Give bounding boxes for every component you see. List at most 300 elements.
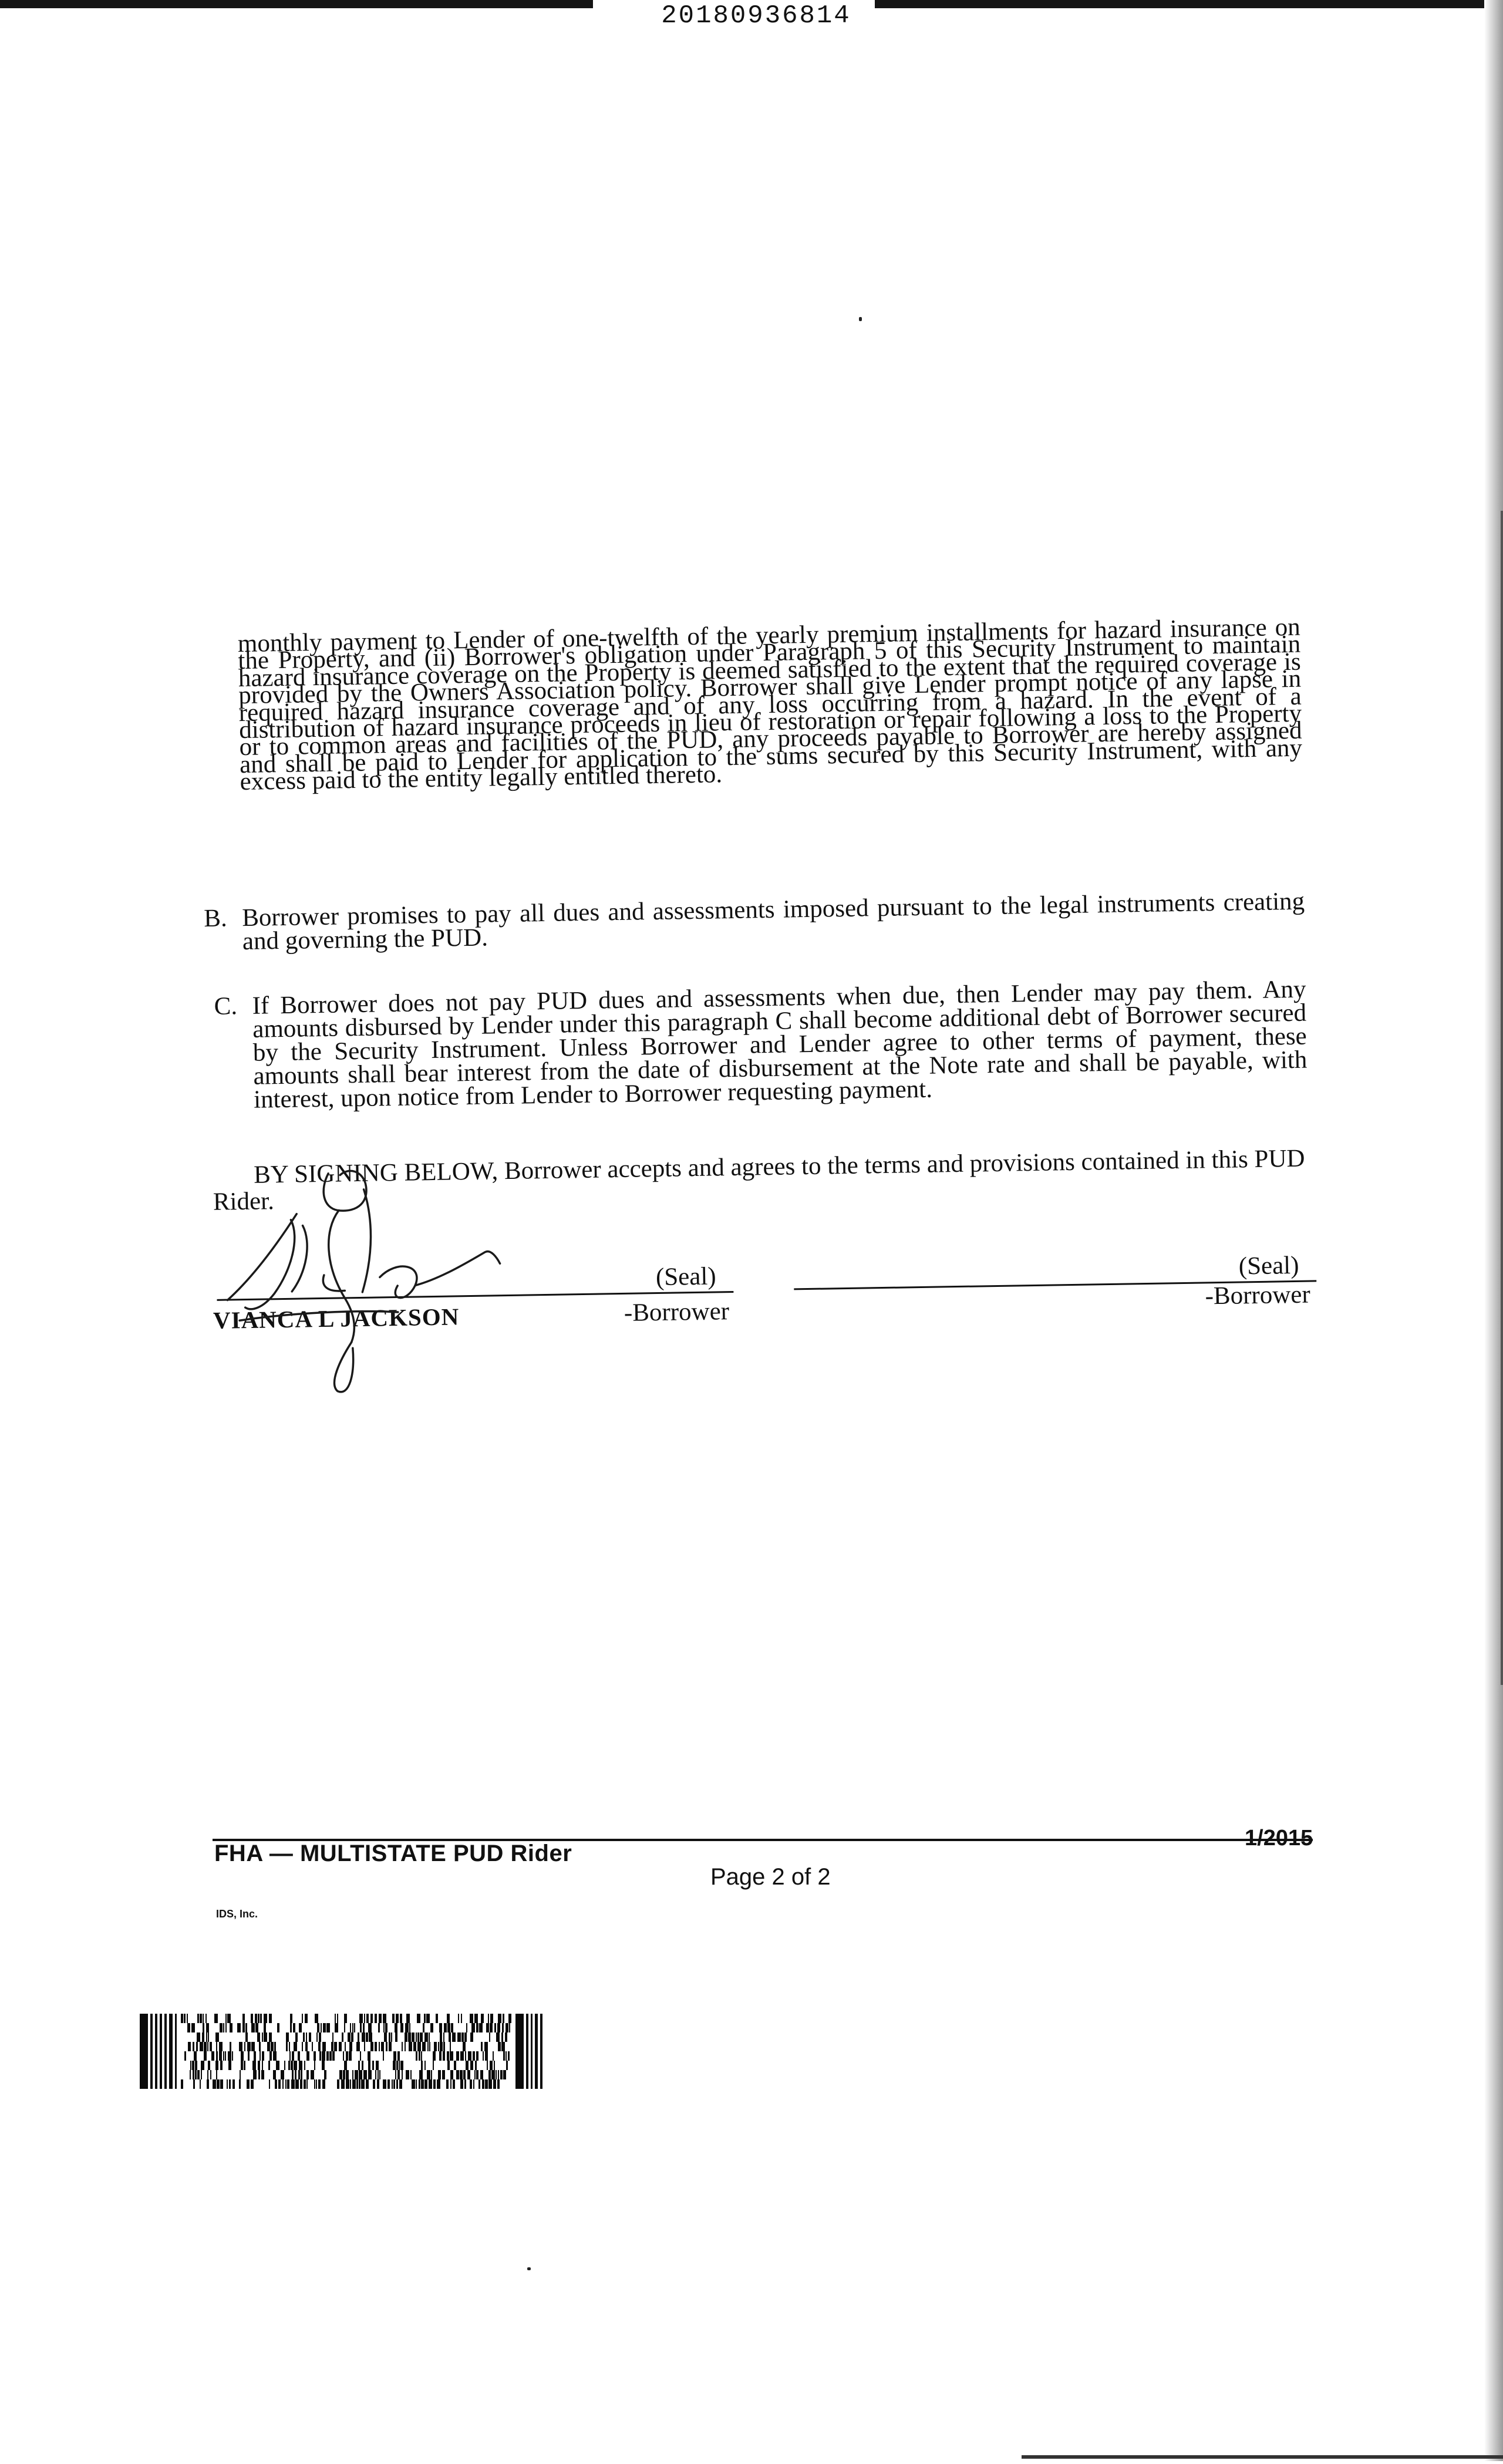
barcode-module bbox=[190, 2070, 191, 2079]
barcode-module bbox=[368, 2051, 370, 2061]
barcode-module bbox=[531, 2014, 533, 2089]
pdf417-barcode bbox=[140, 2014, 545, 2089]
barcode-module bbox=[337, 2014, 338, 2023]
barcode-module bbox=[430, 2023, 433, 2032]
barcode-module bbox=[508, 2051, 510, 2061]
barcode-module bbox=[150, 2014, 153, 2089]
barcode-module bbox=[467, 2070, 470, 2079]
barcode-module bbox=[251, 2042, 255, 2051]
barcode-module bbox=[303, 2032, 305, 2042]
barcode-module bbox=[434, 2042, 437, 2051]
barcode-module bbox=[378, 2070, 379, 2079]
barcode-module bbox=[259, 2042, 261, 2051]
barcode-module bbox=[490, 2014, 493, 2023]
barcode-module bbox=[195, 2061, 197, 2070]
barcode-module bbox=[370, 2042, 373, 2051]
barcode-module bbox=[232, 2079, 235, 2089]
barcode-module bbox=[465, 2051, 466, 2061]
barcode-module bbox=[293, 2023, 295, 2032]
barcode-module bbox=[334, 2042, 337, 2051]
barcode-module bbox=[304, 2061, 305, 2070]
barcode-module bbox=[375, 2042, 377, 2051]
barcode-module bbox=[376, 2061, 379, 2070]
barcode-module bbox=[274, 2042, 276, 2051]
barcode-module bbox=[460, 2070, 463, 2079]
barcode-module bbox=[216, 2042, 217, 2051]
barcode-module bbox=[383, 2079, 386, 2089]
barcode-module bbox=[281, 2070, 284, 2079]
barcode-module bbox=[203, 2014, 204, 2023]
barcode-module bbox=[184, 2051, 186, 2061]
barcode-module bbox=[505, 2032, 507, 2042]
barcode-module bbox=[239, 2079, 241, 2089]
barcode-module bbox=[480, 2070, 483, 2079]
barcode-module bbox=[368, 2023, 372, 2032]
barcode-module bbox=[277, 2023, 279, 2032]
barcode-module bbox=[460, 2079, 463, 2089]
barcode-module bbox=[395, 2032, 397, 2042]
barcode-module bbox=[324, 2070, 326, 2079]
barcode-module bbox=[372, 2061, 374, 2070]
barcode-module bbox=[290, 2023, 292, 2032]
barcode-module bbox=[494, 2061, 495, 2070]
barcode-module bbox=[419, 2070, 423, 2079]
barcode-module bbox=[289, 2042, 290, 2051]
barcode-module bbox=[294, 2061, 297, 2070]
barcode-module bbox=[220, 2079, 223, 2089]
barcode-module bbox=[207, 2079, 209, 2089]
barcode-module bbox=[360, 2023, 362, 2032]
barcode-module bbox=[241, 2061, 243, 2070]
barcode-module bbox=[405, 2042, 406, 2051]
barcode-module bbox=[396, 2014, 399, 2023]
barcode-module bbox=[427, 2070, 430, 2079]
barcode-module bbox=[335, 2023, 338, 2032]
barcode-module bbox=[485, 2051, 488, 2061]
barcode-module bbox=[344, 2023, 345, 2032]
barcode-module bbox=[216, 2051, 218, 2061]
barcode-module bbox=[257, 2032, 260, 2042]
barcode-module bbox=[486, 2023, 489, 2032]
barcode-module bbox=[377, 2079, 379, 2089]
barcode-module bbox=[358, 2032, 359, 2042]
barcode-module bbox=[488, 2014, 489, 2023]
barcode-module bbox=[331, 2042, 333, 2051]
barcode-module bbox=[219, 2051, 222, 2061]
barcode-module bbox=[385, 2023, 387, 2032]
barcode-module bbox=[232, 2051, 233, 2061]
barcode-module bbox=[160, 2014, 162, 2089]
barcode-module bbox=[379, 2042, 380, 2051]
barcode-module bbox=[506, 2051, 507, 2061]
barcode-module bbox=[322, 2079, 325, 2089]
barcode-module bbox=[360, 2051, 361, 2061]
barcode-module bbox=[300, 2079, 302, 2089]
barcode-module bbox=[493, 2079, 496, 2089]
barcode-module bbox=[264, 2014, 267, 2023]
barcode-module bbox=[200, 2042, 203, 2051]
barcode-module bbox=[364, 2042, 365, 2051]
barcode-module bbox=[273, 2070, 276, 2079]
barcode-module bbox=[211, 2051, 214, 2061]
barcode-module bbox=[461, 2014, 462, 2023]
barcode-module bbox=[466, 2023, 467, 2032]
barcode-module bbox=[366, 2079, 369, 2089]
barcode-module bbox=[215, 2032, 219, 2042]
barcode-module bbox=[335, 2014, 336, 2023]
barcode-module bbox=[482, 2079, 484, 2089]
barcode-module bbox=[311, 2070, 314, 2079]
barcode-module bbox=[306, 2070, 309, 2079]
barcode-module bbox=[496, 2032, 500, 2042]
barcode-module bbox=[392, 2014, 395, 2023]
barcode-module bbox=[481, 2014, 484, 2023]
barcode-module bbox=[258, 2070, 260, 2079]
barcode-module bbox=[269, 2079, 270, 2089]
list-item-b bbox=[203, 887, 1305, 956]
handwritten-signature bbox=[202, 1162, 616, 1397]
barcode-module bbox=[294, 2042, 297, 2051]
barcode-module bbox=[282, 2079, 284, 2089]
borrower-role-label: -Borrower bbox=[1205, 1280, 1311, 1310]
barcode-module bbox=[416, 2051, 417, 2061]
barcode-module bbox=[244, 2042, 245, 2051]
barcode-module bbox=[289, 2051, 291, 2061]
barcode-module bbox=[424, 2061, 426, 2070]
barcode-module bbox=[352, 2070, 353, 2079]
barcode-module bbox=[305, 2014, 308, 2023]
barcode-module bbox=[406, 2070, 409, 2079]
barcode-module bbox=[267, 2042, 270, 2051]
barcode-module bbox=[437, 2079, 440, 2089]
barcode-module bbox=[292, 2051, 294, 2061]
barcode-module bbox=[421, 2051, 422, 2061]
barcode-module bbox=[214, 2014, 218, 2023]
barcode-module bbox=[252, 2061, 256, 2070]
barcode-module bbox=[424, 2032, 428, 2042]
barcode-module bbox=[440, 2032, 442, 2042]
form-date: 1/2015 bbox=[1245, 1826, 1313, 1850]
list-item-c bbox=[214, 975, 1307, 1114]
barcode-module bbox=[416, 2032, 417, 2042]
barcode-module bbox=[387, 2079, 390, 2089]
barcode-module bbox=[314, 2051, 316, 2061]
barcode-module bbox=[354, 2023, 355, 2032]
barcode-module bbox=[485, 2079, 488, 2089]
barcode-module bbox=[192, 2061, 194, 2070]
barcode-module bbox=[350, 2079, 351, 2089]
barcode-module bbox=[219, 2042, 223, 2051]
barcode-module bbox=[389, 2042, 392, 2051]
barcode-module bbox=[443, 2051, 445, 2061]
barcode-module bbox=[408, 2032, 411, 2042]
barcode-module bbox=[346, 2051, 348, 2061]
barcode-module bbox=[337, 2079, 339, 2089]
barcode-module bbox=[417, 2014, 420, 2023]
barcode-module bbox=[191, 2023, 195, 2032]
barcode-module bbox=[420, 2032, 423, 2042]
barcode-module bbox=[490, 2061, 493, 2070]
barcode-module bbox=[433, 2079, 436, 2089]
barcode-module bbox=[421, 2061, 423, 2070]
barcode-module bbox=[440, 2042, 443, 2051]
barcode-module bbox=[343, 2070, 345, 2079]
barcode-module bbox=[419, 2079, 420, 2089]
barcode-module bbox=[193, 2042, 194, 2051]
barcode-module bbox=[464, 2032, 467, 2042]
barcode-module bbox=[261, 2070, 264, 2079]
barcode-module bbox=[366, 2014, 369, 2023]
barcode-module bbox=[204, 2042, 207, 2051]
barcode-module bbox=[417, 2032, 419, 2042]
barcode-module bbox=[193, 2079, 195, 2089]
barcode-module bbox=[164, 2014, 167, 2089]
barcode-module bbox=[201, 2061, 204, 2070]
barcode-module bbox=[393, 2079, 395, 2089]
barcode-module bbox=[473, 2051, 475, 2061]
barcode-module bbox=[213, 2079, 216, 2089]
barcode-module bbox=[399, 2079, 402, 2089]
barcode-module bbox=[395, 2023, 397, 2032]
barcode-module bbox=[370, 2014, 373, 2023]
barcode-module bbox=[423, 2023, 424, 2032]
barcode-module bbox=[389, 2032, 390, 2042]
barcode-module bbox=[260, 2014, 262, 2023]
barcode-module bbox=[502, 2023, 504, 2032]
barcode-module bbox=[319, 2051, 321, 2061]
barcode-module bbox=[409, 2042, 412, 2051]
barcode-module bbox=[299, 2023, 302, 2032]
barcode-module bbox=[204, 2051, 207, 2061]
item-text: If Borrower does not pay PUD dues and assessments when due, then Lender may pay them. Any amounts disbursed by Lender under this paragraph C shall become additional debt of Borrower secured by the Security Instrument. Unless Borrower and Lender agree to other terms of payment, these amounts shall bear interest from the date of disbursement at the Note rate and shall be payable, with interest, upon notice from Lender to Borrower requesting payment. bbox=[252, 975, 1307, 1114]
barcode-module bbox=[306, 2079, 308, 2089]
barcode-module bbox=[247, 2079, 250, 2089]
barcode-module bbox=[264, 2023, 266, 2032]
barcode-module bbox=[421, 2079, 424, 2089]
barcode-module bbox=[375, 2014, 377, 2023]
barcode-module bbox=[207, 2070, 208, 2079]
barcode-module bbox=[431, 2070, 432, 2079]
barcode-module bbox=[508, 2014, 511, 2023]
barcode-module bbox=[251, 2079, 254, 2089]
barcode-module bbox=[248, 2051, 250, 2061]
barcode-module bbox=[291, 2061, 293, 2070]
barcode-module bbox=[181, 2014, 183, 2023]
barcode-module bbox=[349, 2051, 352, 2061]
barcode-module bbox=[318, 2079, 321, 2089]
barcode-module bbox=[317, 2023, 319, 2032]
barcode-module bbox=[463, 2070, 466, 2079]
borrower-name: VIANCA L JACKSON bbox=[213, 1303, 460, 1334]
signing-statement: BY SIGNING BELOW, Borrower accepts and agrees to the terms and provisions contained in this PUD Rider. bbox=[213, 1144, 1305, 1216]
barcode-module bbox=[245, 2032, 248, 2042]
barcode-module bbox=[491, 2070, 495, 2079]
barcode-module bbox=[242, 2023, 245, 2032]
barcode-module bbox=[206, 2032, 207, 2042]
barcode-module bbox=[503, 2070, 506, 2079]
barcode-module bbox=[215, 2061, 218, 2070]
barcode-module bbox=[464, 2079, 466, 2089]
barcode-module bbox=[210, 2070, 211, 2079]
barcode-module bbox=[201, 2070, 202, 2079]
barcode-module bbox=[429, 2042, 430, 2051]
barcode-module bbox=[483, 2051, 484, 2061]
barcode-module bbox=[506, 2023, 508, 2032]
barcode-module bbox=[397, 2070, 400, 2079]
barcode-module bbox=[417, 2042, 421, 2051]
barcode-module bbox=[269, 2051, 272, 2061]
barcode-module bbox=[497, 2023, 500, 2032]
barcode-module bbox=[355, 2070, 358, 2079]
barcode-module bbox=[449, 2032, 451, 2042]
barcode-module bbox=[230, 2042, 231, 2051]
barcode-module bbox=[269, 2032, 272, 2042]
barcode-module bbox=[379, 2014, 382, 2023]
barcode-module bbox=[396, 2079, 398, 2089]
item-text: Borrower promises to pay all dues and assessments imposed pursuant to the legal instruments creating and governing the PUD. bbox=[241, 887, 1305, 956]
barcode-module bbox=[368, 2070, 372, 2079]
barcode-module bbox=[247, 2042, 251, 2051]
barcode-module bbox=[379, 2070, 380, 2079]
barcode-module bbox=[405, 2023, 409, 2032]
barcode-module bbox=[451, 2023, 453, 2032]
barcode-module bbox=[498, 2014, 501, 2023]
barcode-module bbox=[515, 2014, 524, 2089]
barcode-module bbox=[225, 2051, 226, 2061]
barcode-module bbox=[220, 2023, 223, 2032]
barcode-module bbox=[197, 2032, 200, 2042]
barcode-module bbox=[228, 2061, 231, 2070]
barcode-module bbox=[241, 2051, 244, 2061]
barcode-module bbox=[442, 2070, 445, 2079]
barcode-module bbox=[271, 2042, 274, 2051]
barcode-module bbox=[540, 2014, 542, 2089]
barcode-module bbox=[439, 2051, 442, 2061]
barcode-module bbox=[468, 2051, 471, 2061]
barcode-module bbox=[454, 2061, 456, 2070]
barcode-module bbox=[216, 2070, 217, 2079]
barcode-module bbox=[447, 2061, 450, 2070]
item-marker: C. bbox=[214, 992, 238, 1020]
barcode-module bbox=[299, 2061, 302, 2070]
barcode-module bbox=[412, 2032, 414, 2042]
barcode-module bbox=[229, 2079, 231, 2089]
barcode-module bbox=[227, 2079, 228, 2089]
barcode-module bbox=[208, 2061, 210, 2070]
barcode-module bbox=[375, 2070, 376, 2079]
barcode-module bbox=[487, 2061, 488, 2070]
barcode-module bbox=[503, 2051, 505, 2061]
barcode-module bbox=[316, 2079, 317, 2089]
barcode-module bbox=[193, 2070, 194, 2079]
barcode-module bbox=[298, 2070, 300, 2079]
barcode-module bbox=[305, 2042, 308, 2051]
barcode-module bbox=[203, 2023, 204, 2032]
barcode-module bbox=[187, 2014, 188, 2023]
barcode-module bbox=[258, 2061, 260, 2070]
barcode-module bbox=[181, 2079, 183, 2089]
barcode-module bbox=[175, 2014, 177, 2089]
barcode-module bbox=[443, 2032, 444, 2042]
barcode-module bbox=[447, 2014, 450, 2023]
barcode-module bbox=[245, 2023, 247, 2032]
barcode-module bbox=[396, 2061, 398, 2070]
barcode-module bbox=[395, 2070, 396, 2079]
barcode-module bbox=[413, 2042, 416, 2051]
barcode-module bbox=[476, 2051, 478, 2061]
barcode-module bbox=[466, 2061, 469, 2070]
barcode-module bbox=[196, 2042, 198, 2051]
barcode-module bbox=[346, 2079, 349, 2089]
barcode-module bbox=[424, 2079, 427, 2089]
barcode-module bbox=[253, 2070, 257, 2079]
barcode-module bbox=[312, 2042, 313, 2051]
barcode-module bbox=[501, 2032, 503, 2042]
barcode-module bbox=[358, 2061, 360, 2070]
barcode-module bbox=[476, 2023, 478, 2032]
barcode-module bbox=[453, 2079, 455, 2089]
barcode-module bbox=[318, 2042, 321, 2051]
document-number: 20180936814 bbox=[661, 1, 851, 31]
barcode-module bbox=[344, 2014, 347, 2023]
barcode-module bbox=[409, 2023, 410, 2032]
barcode-module bbox=[264, 2032, 267, 2042]
barcode-module bbox=[301, 2070, 302, 2079]
barcode-module bbox=[262, 2051, 264, 2061]
barcode-module bbox=[383, 2023, 385, 2032]
barcode-module bbox=[284, 2061, 285, 2070]
barcode-module bbox=[526, 2014, 528, 2089]
barcode-module bbox=[332, 2051, 335, 2061]
barcode-module bbox=[424, 2014, 426, 2023]
barcode-module bbox=[306, 2032, 307, 2042]
barcode-module bbox=[444, 2023, 447, 2032]
barcode-module bbox=[378, 2023, 380, 2032]
barcode-module bbox=[260, 2051, 261, 2061]
barcode-module bbox=[217, 2079, 220, 2089]
barcode-module bbox=[461, 2032, 464, 2042]
barcode-module bbox=[369, 2032, 372, 2042]
barcode-module bbox=[501, 2042, 505, 2051]
barcode-module bbox=[383, 2014, 386, 2023]
barcode-module bbox=[433, 2051, 436, 2061]
barcode-module bbox=[273, 2051, 277, 2061]
barcode-module bbox=[446, 2079, 449, 2089]
barcode-module bbox=[457, 2032, 461, 2042]
barcode-module bbox=[240, 2070, 241, 2079]
barcode-module bbox=[278, 2079, 281, 2089]
barcode-module bbox=[302, 2042, 303, 2051]
barcode-module bbox=[286, 2042, 288, 2051]
barcode-module bbox=[292, 2070, 294, 2079]
barcode-module bbox=[368, 2061, 370, 2070]
barcode-module bbox=[450, 2070, 453, 2079]
barcode-module bbox=[399, 2061, 400, 2070]
barcode-module bbox=[295, 2032, 298, 2042]
barcode-module bbox=[488, 2070, 491, 2079]
barcode-module bbox=[348, 2032, 351, 2042]
barcode-module bbox=[391, 2032, 392, 2042]
barcode-module bbox=[326, 2051, 329, 2061]
barcode-module bbox=[155, 2014, 157, 2089]
barcode-module bbox=[498, 2070, 499, 2079]
barcode-module bbox=[392, 2079, 393, 2089]
barcode-module bbox=[346, 2070, 349, 2079]
barcode-module bbox=[184, 2014, 186, 2023]
barcode-module bbox=[251, 2023, 255, 2032]
barcode-module bbox=[450, 2051, 453, 2061]
barcode-module bbox=[319, 2032, 321, 2042]
